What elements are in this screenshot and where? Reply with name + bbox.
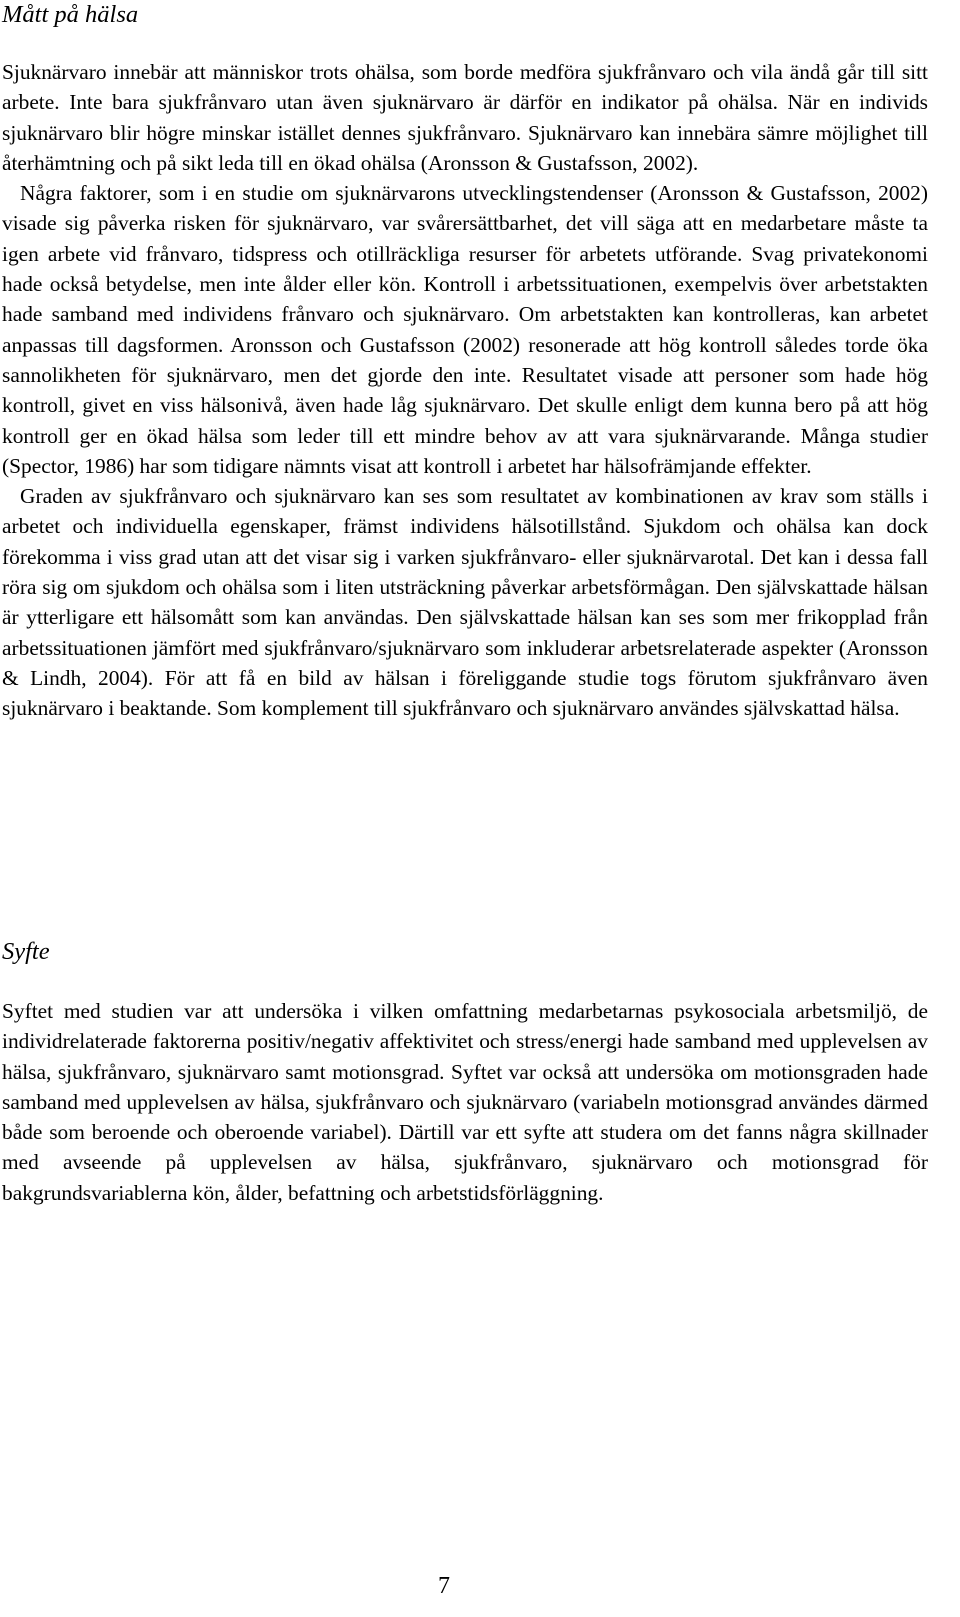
section-body-matt-pa-halsa <box>2 57 928 724</box>
section-heading-syfte: Syfte <box>2 938 50 965</box>
paragraph: Några faktorer, som i en studie om sjuknärvarons utvecklingstendenser (Aronsson & Gustafsson, 2002) visade sig påverka risken för sjuknärvaro, var svårersättbarhet, det vill säga att en medarbetare måste ta igen arbete vid frånvaro, tidspress och otillräckliga resurser för arbetets utförande. Svag privatekonomi hade också betydelse, men inte ålder eller kön. Kontroll i arbetssituationen, exempelvis över arbetstakten hade samband med individens frånvaro och sjuknärvaro. Om arbetstakten kan kontrolleras, kan arbetet anpassas till dagsformen. Aronsson och Gustafsson (2002) resonerade att hög kontroll således torde öka sannolikheten för sjuknärvaro, men det gjorde den inte. Resultatet visade att personer som hade hög kontroll, givet en viss hälsonivå, även hade låg sjuknärvaro. Det skulle enligt dem kunna bero på att hög kontroll ger en ökad hälsa som leder till ett mindre behov av att vara sjuknärvarande. Många studier (Spector, 1986) har som tidigare nämnts visat att kontroll i arbetet har hälsofrämjande effekter. <box>2 181 928 478</box>
paragraph: Sjuknärvaro innebär att människor trots ohälsa, som borde medföra sjukfrånvaro och vila ändå går till sitt arbete. Inte bara sjukfrånvaro utan även sjuknärvaro är därför en indikator på ohälsa. När en individs sjuknärvaro blir högre minskar istället dennes sjukfrånvaro. Sjuknärvaro kan innebära sämre möjlighet till återhämtning och på sikt leda till en ökad ohälsa (Aronsson & Gustafsson, 2002). <box>2 60 928 175</box>
section-body-syfte <box>2 996 928 1208</box>
paragraph: Syftet med studien var att undersöka i vilken omfattning medarbetarnas psykosociala arbetsmiljö, de individrelaterade faktorerna positiv/negativ affektivitet och stress/energi hade samband med upplevelsen av hälsa, sjukfrånvaro, sjuknärvaro samt motionsgrad. Syftet var också att undersöka om motionsgraden hade samband med upplevelsen av hälsa, sjukfrånvaro och sjuknärvaro (variabeln motionsgrad användes därmed både som beroende och oberoende variabel). Därtill var ett syfte att studera om det fanns några skillnader med avseende på upplevelsen av hälsa, sjukfrånvaro, sjuknärvaro och motionsgrad för bakgrundsvariablerna kön, ålder, befattning och arbetstidsförläggning. <box>2 999 928 1205</box>
paragraph: Graden av sjukfrånvaro och sjuknärvaro kan ses som resultatet av kombinationen av krav som ställs i arbetet och individuella egenskaper, främst individens hälsotillstånd. Sjukdom och ohälsa kan dock förekomma i viss grad utan att det visar sig i varken sjukfrånvaro- eller sjuknärvarotal. Det kan i dessa fall röra sig om sjukdom och ohälsa som i liten utsträckning påverkar arbetsförmågan. Den självskattade hälsan är ytterligare ett hälsomått som kan användas. Den självskattade hälsan kan ses som mer frikopplad från arbetssituationen jämfört med sjukfrånvaro/sjuknärvaro som inkluderar arbetsrelaterade aspekter (Aronsson & Lindh, 2004). För att få en bild av hälsan i föreliggande studie togs förutom sjukfrånvaro även sjuknärvaro i beaktande. Som komplement till sjukfrånvaro och sjuknärvaro användes självskattad hälsa. <box>2 484 928 721</box>
section-heading-matt-pa-halsa: Mått på hälsa <box>2 1 139 28</box>
page-number: 7 <box>438 1573 450 1599</box>
